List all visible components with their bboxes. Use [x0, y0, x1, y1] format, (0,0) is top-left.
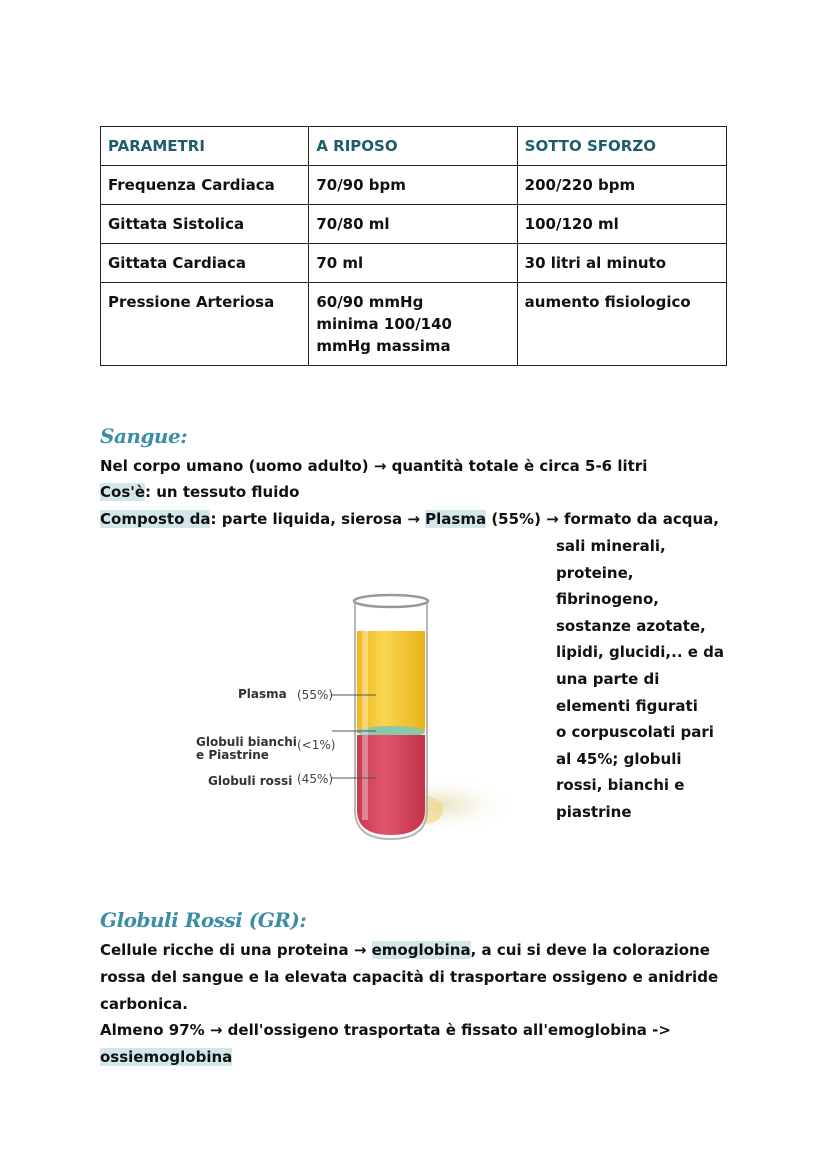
table-cell: 70/90 bpm — [309, 166, 517, 205]
table-header: PARAMETRI — [101, 127, 309, 166]
list-item: rossi, bianchi e — [556, 776, 685, 795]
table-cell: Gittata Sistolica — [101, 205, 309, 244]
list-item: al 45%; globuli — [556, 749, 682, 768]
globuli-heading: Globuli Rossi (GR): — [100, 908, 307, 932]
text: Cellule ricche di una proteina → — [100, 941, 372, 959]
highlight: Composto da — [100, 510, 211, 528]
table-cell: 70 ml — [309, 244, 517, 283]
table-header: A RIPOSO — [309, 127, 517, 166]
table-cell: 100/120 ml — [517, 205, 726, 244]
globuli-paragraph-1 — [100, 937, 720, 1018]
white-cells-percent: (<1%) — [297, 738, 336, 752]
blood-tube-figure — [190, 585, 530, 845]
table-cell: 30 litri al minuto — [517, 244, 726, 283]
highlight: Cos'è — [100, 483, 146, 501]
highlight: Plasma — [425, 510, 487, 528]
red-cells-label: Globuli rossi — [208, 774, 293, 788]
list-item: proteine, — [556, 563, 634, 582]
table-cell: Gittata Cardiaca — [101, 244, 309, 283]
highlight: emoglobina — [371, 941, 471, 959]
table-cell: Frequenza Cardiaca — [101, 166, 309, 205]
tube-highlight — [362, 625, 368, 820]
list-item: o corpuscolati pari — [556, 723, 714, 742]
table-header: SOTTO SFORZO — [517, 127, 726, 166]
list-item: una parte di — [556, 669, 660, 688]
text: Almeno 97% → dell'ossigeno trasportata è fissato all'emoglobina -> — [100, 1021, 671, 1039]
globuli-paragraph-2 — [100, 1017, 720, 1071]
sangue-line-1: Nel corpo umano (uomo adulto) → quantità totale è circa 5-6 litri — [100, 457, 648, 475]
table-row — [101, 283, 727, 366]
list-item: sali minerali, — [556, 537, 666, 555]
table-cell: Pressione Arteriosa — [101, 283, 309, 366]
text: : un tessuto fluido — [145, 483, 300, 501]
list-item: elementi figurati — [556, 696, 698, 715]
list-item: sostanze azotate, — [556, 616, 706, 635]
test-tube-illustration — [190, 585, 530, 845]
table-row — [101, 205, 727, 244]
white-cells-label: Globuli bianchi — [196, 735, 297, 749]
platelets-label: e Piastrine — [196, 748, 269, 762]
list-item: lipidi, glucidi,.. e da — [556, 643, 725, 662]
plasma-percent: (55%) — [297, 688, 334, 702]
sangue-line-3 — [100, 509, 719, 529]
tube-rim — [354, 595, 428, 607]
table-cell: 200/220 bpm — [517, 166, 726, 205]
table-row — [101, 244, 727, 283]
sangue-heading: Sangue: — [100, 424, 188, 448]
plasma-label: Plasma — [238, 687, 287, 701]
table-cell: 60/90 mmHg minima 100/140 mmHg massima — [309, 283, 517, 366]
highlight: ossiemoglobina — [100, 1048, 233, 1066]
red-cells-percent: (45%) — [297, 772, 334, 786]
table-cell: 70/80 ml — [309, 205, 517, 244]
composition-list — [556, 533, 724, 826]
text: , a cui si deve la colorazione rossa del sangue e la elevata capacità di trasportare ossigeno e anidride carbonica. — [100, 941, 719, 1013]
list-item: piastrine — [556, 802, 632, 821]
parameters-table — [100, 126, 727, 366]
table-header-row — [101, 127, 727, 166]
text: : parte liquida, sierosa → — [210, 510, 426, 528]
table-cell: aumento fisiologico — [517, 283, 726, 366]
table-row — [101, 166, 727, 205]
text: (55%) → formato da acqua, — [486, 510, 719, 528]
list-item: fibrinogeno, — [556, 590, 659, 609]
sangue-line-2 — [100, 482, 299, 502]
